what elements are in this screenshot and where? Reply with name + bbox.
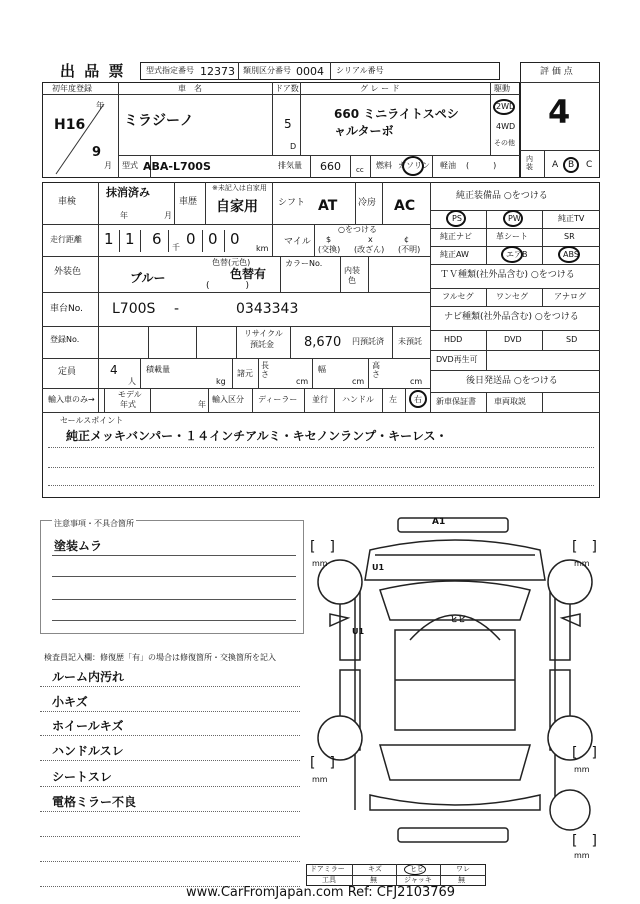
fuel-gasoline-circle	[402, 156, 424, 176]
shift-label: シフト	[278, 198, 306, 208]
doors-label: ドア数	[275, 84, 299, 93]
inspector-item-3: ハンドルスレ	[52, 744, 124, 758]
reg-month: 9	[92, 145, 102, 160]
interior-c: C	[586, 160, 593, 170]
selling-text: 純正メッキバンパー・１４インチアルミ・キセノンランプ・キーレス・	[66, 429, 448, 443]
grade-line1: 660 ミニライトスペシ	[334, 107, 459, 121]
model-cert-value: 12373	[200, 65, 235, 78]
option-abs-circle	[558, 246, 580, 263]
inspector-item-1: 小キズ	[52, 695, 88, 709]
displacement-label: 排気量	[278, 161, 302, 170]
mile-note: ○をつける	[338, 225, 377, 234]
drive-4wd: 4WD	[496, 122, 516, 131]
interior-b-circle	[563, 157, 579, 173]
inspection-label: 車検	[58, 197, 77, 207]
interior-label: 内装	[526, 155, 533, 171]
inspection-value: 抹消済み	[106, 186, 150, 199]
chassis-number: 0343343	[236, 301, 299, 317]
mile-label: マイル	[284, 237, 311, 247]
mark-u1-top: U1	[372, 563, 385, 572]
inspector-item-0: ルーム内汚れ	[52, 670, 125, 684]
class-label: 類別区分番号	[243, 66, 291, 75]
mileage-label: 走行距離	[50, 235, 82, 244]
drive-label: 駆動	[494, 84, 510, 93]
inspector-item-5: 電格ミラー不良	[52, 795, 137, 809]
color-orig-value: 色替有	[230, 267, 267, 281]
inspector-item-4: シートスレ	[52, 770, 112, 784]
option-ps-circle	[446, 210, 466, 227]
history-value: 自家用	[216, 199, 258, 215]
doc-title: 出 品 票	[60, 62, 126, 80]
notes-title: 注意事項・不具合箇所	[54, 519, 134, 528]
rating-label: 評 価 点	[540, 67, 573, 77]
first-reg-label: 初年度登録	[52, 84, 92, 93]
drive-2wd: 2WD	[496, 102, 516, 111]
model-label: 型式	[122, 161, 138, 170]
mileage-digit-0: 1	[104, 230, 114, 248]
chassis-prefix: L700S	[112, 301, 156, 317]
doors-d: D	[290, 142, 297, 151]
grade-label: グ レ ー ド	[360, 84, 400, 93]
notes-box	[40, 520, 304, 634]
chassis-label: 車台No.	[50, 304, 83, 314]
mileage-digit-5: 0	[230, 230, 240, 248]
mileage-digit-3: 0	[186, 230, 196, 248]
serial-label: シリアル番号	[336, 66, 384, 75]
selling-label: セールスポイント	[60, 416, 124, 425]
later-title: 後日発送品 ○をつける	[466, 376, 558, 386]
mark-a1: A1	[432, 517, 446, 527]
options-title: 純正装備品 ○をつける	[456, 191, 548, 201]
grade-line2: ャルターボ	[334, 124, 394, 138]
tv-title: ＴＶ種類(社外品含む) ○をつける	[440, 270, 575, 280]
capacity-label: 定員	[58, 367, 77, 377]
class-value: 0004	[296, 65, 324, 78]
ac-value: AC	[394, 198, 416, 214]
color-orig-label: 色替(元色)	[212, 258, 251, 267]
ac-label: 冷房	[358, 198, 377, 208]
model-value: ABA-L700S	[143, 160, 211, 173]
oil-label: 軽油	[440, 161, 456, 170]
model-cert-label: 型式指定番号	[146, 66, 194, 75]
option-pw-circle	[503, 210, 523, 227]
rating-value: 4	[548, 93, 571, 131]
mark-roof: ヒビ	[450, 615, 466, 624]
reg-year-era: H16	[54, 117, 86, 133]
mirror-crack-circle	[404, 864, 426, 875]
recycle-value: 8,670	[304, 335, 342, 350]
color-value: ブルー	[130, 271, 166, 285]
reg-month-unit: 月	[104, 161, 112, 170]
mark-u1-side: U1	[352, 627, 365, 636]
option-airbag-circle	[501, 246, 523, 263]
drive-2wd-circle	[493, 99, 515, 115]
notes-item-0: 塗装ムラ	[54, 539, 103, 553]
mileage-digit-2: 6	[152, 230, 162, 248]
mileage-digit-4: 0	[208, 230, 218, 248]
history-note: ※未記入は自家用	[212, 184, 267, 192]
interior-b: B	[568, 160, 575, 170]
inspector-title: 検査員記入欄：修復歴「有」の場合は修復箇所・交換箇所を記入	[44, 653, 276, 662]
footer-ref: www.CarFromJapan.com Ref: CFJ2103769	[186, 885, 456, 900]
fuel-label: 燃料	[376, 161, 392, 170]
fuel-value: ガソリン	[398, 161, 430, 170]
car-name: ミラジーノ	[124, 113, 194, 129]
mileage-digit-1: 1	[125, 230, 135, 248]
navi-title: ナビ種類(社外品含む) ○をつける	[444, 312, 579, 322]
reg-year-unit: 年	[96, 101, 104, 110]
car-damage-diagram	[300, 510, 610, 860]
name-label: 車 名	[178, 84, 202, 93]
drive-other: その他	[494, 139, 515, 147]
displacement-value: 660	[320, 160, 341, 173]
color-label: 外装色	[54, 267, 82, 277]
reg-no-label: 登録No.	[50, 335, 80, 344]
shift-value: AT	[318, 198, 338, 214]
interior-a: A	[552, 160, 559, 170]
displacement-unit: cc	[356, 166, 364, 174]
handle-right-circle	[409, 390, 427, 408]
capacity-value: 4	[110, 363, 118, 377]
color-no-label: カラーNo.	[285, 259, 323, 268]
inspector-item-2: ホイールキズ	[52, 719, 124, 733]
doors-value: 5	[284, 117, 292, 131]
history-label: 車歴	[179, 197, 198, 207]
